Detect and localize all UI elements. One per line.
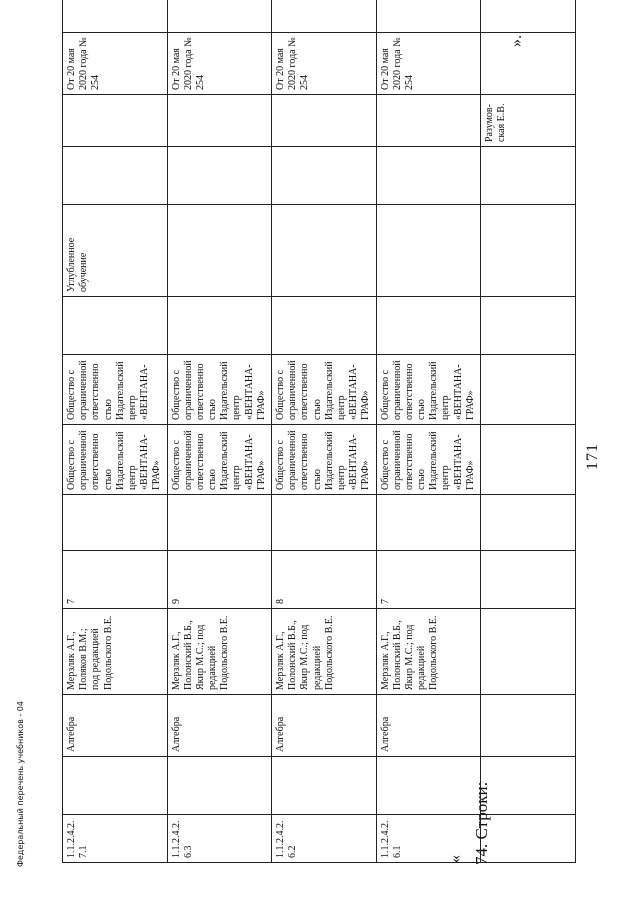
cell-publisher-full: Общество с ограниченной ответственностью Издательский центр «ВЕНТАНА-ГРАФ» <box>272 355 377 425</box>
cell-empty <box>272 0 377 33</box>
cell-authors: Мерзляк А.Г., Полонский В.Б., Якир М.С.; под редакцией Подольского В.Е. <box>376 609 481 695</box>
cell-code: 1.1.2.4.2.7.1 <box>63 815 168 863</box>
cell-note <box>272 205 377 297</box>
cell-code: 1.1.2.4.2.6.1 <box>376 815 481 863</box>
cell-publisher-full: Общество с ограниченной ответственностью Издательский центр «ВЕНТАНА-ГРАФ» <box>376 355 481 425</box>
page-number: 171 <box>584 443 601 470</box>
cell-empty <box>376 0 481 33</box>
cell-order: От 20 мая 2020 года № 254 <box>272 33 377 95</box>
cell-empty <box>167 495 272 551</box>
cell-empty <box>63 297 168 355</box>
cell-authors: Мерзляк А.Г., Полонский В.Б., Якир М.С.; под редакцией Подольского В.Е. <box>272 609 377 695</box>
cell-publisher-full: Общество с ограниченной ответственностью Издательский центр «ВЕНТАНА- <box>63 355 168 425</box>
textbook-table <box>62 0 576 863</box>
section-heading: 74. Строки: <box>472 781 491 865</box>
cell-note <box>376 205 481 297</box>
cell-empty <box>481 609 576 695</box>
cell-empty <box>481 815 576 863</box>
cell-subject: Алгебра <box>272 695 377 757</box>
cell-empty <box>272 95 377 147</box>
cell-grade: 9 <box>167 551 272 609</box>
cell-code: 1.1.2.4.2.6.3 <box>167 815 272 863</box>
cell-responsible: Разумов- ская Е.В. <box>481 95 576 147</box>
table-row <box>63 0 168 863</box>
cell-empty <box>481 297 576 355</box>
cell-empty <box>376 95 481 147</box>
cell-empty <box>63 0 168 33</box>
cell-empty <box>63 147 168 205</box>
cell-subject: Алгебра <box>63 695 168 757</box>
cell-empty <box>63 495 168 551</box>
cell-note: Углубленное обучение <box>63 205 168 297</box>
cell-authors: Мерзляк А.Г., Полонский В.Б., Якир М.С.; под редакцией Подольского В.Е. <box>167 609 272 695</box>
closing-quote: ». <box>508 35 525 47</box>
cell-empty <box>167 147 272 205</box>
cell-order: От 20 мая 2020 года № 254 <box>63 33 168 95</box>
cell-grade: 7 <box>376 551 481 609</box>
cell-authors: Мерзляк А.Г., Поляков В.М.; под редакцией Подольского В.Е. <box>63 609 168 695</box>
header-row <box>481 0 576 863</box>
cell-subject: Алгебра <box>376 695 481 757</box>
cell-empty <box>481 425 576 495</box>
cell-empty <box>272 147 377 205</box>
cell-publisher: Общество с ограниченной ответственностью Издательский центр «ВЕНТАНА-ГРАФ» <box>272 425 377 495</box>
cell-order: От 20 мая 2020 года № 254 <box>376 33 481 95</box>
cell-note <box>167 205 272 297</box>
cell-publisher: Общество с ограниченной ответственностью Издательский центр «ВЕНТАНА-ГРАФ» <box>376 425 481 495</box>
cell-empty <box>272 297 377 355</box>
cell-empty <box>272 495 377 551</box>
cell-empty <box>376 147 481 205</box>
table-row <box>272 0 377 863</box>
cell-order: От 20 мая 2020 года № 254 <box>167 33 272 95</box>
cell-subject: Алгебра <box>167 695 272 757</box>
cell-empty <box>376 495 481 551</box>
opening-quote: « <box>447 855 464 863</box>
cell-empty <box>481 205 576 297</box>
cell-publisher: Общество с ограниченной ответственностью Издательский центр «ВЕНТАНА-ГРАФ» <box>63 425 168 495</box>
table-row <box>167 0 272 863</box>
cell-empty <box>167 95 272 147</box>
cell-empty <box>63 757 168 815</box>
cell-empty <box>481 757 576 815</box>
cell-publisher: Общество с ограниченной ответственностью Издательский центр «ВЕНТАНА-ГРАФ» <box>167 425 272 495</box>
cell-empty <box>481 695 576 757</box>
cell-grade: 7 <box>63 551 168 609</box>
cell-empty <box>376 757 481 815</box>
cell-empty <box>481 495 576 551</box>
cell-grade: 8 <box>272 551 377 609</box>
cell-empty <box>481 0 576 33</box>
cell-empty <box>376 297 481 355</box>
cell-empty <box>481 551 576 609</box>
cell-empty <box>272 757 377 815</box>
cell-empty <box>63 95 168 147</box>
cell-code: 1.1.2.4.2.6.2 <box>272 815 377 863</box>
cell-empty <box>481 33 576 95</box>
cell-empty <box>481 355 576 425</box>
cell-empty <box>481 147 576 205</box>
footer-note: Федеральный перечень учебников - 04 <box>16 701 25 867</box>
table-row <box>376 0 481 863</box>
cell-empty <box>167 757 272 815</box>
cell-empty <box>167 297 272 355</box>
cell-publisher-full: Общество с ограниченной ответственностью Издательский центр «ВЕНТАНА-ГРАФ» <box>167 355 272 425</box>
cell-empty <box>167 0 272 33</box>
